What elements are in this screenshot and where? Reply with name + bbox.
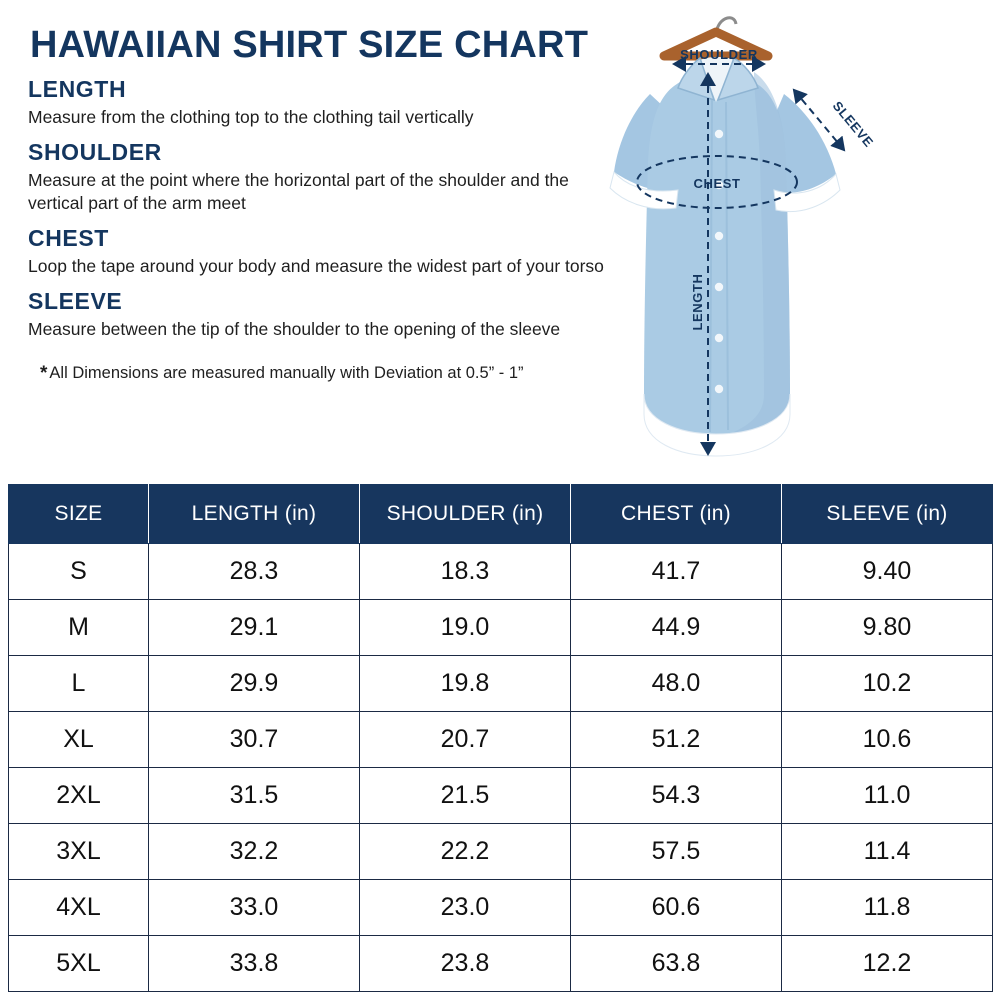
definition-sleeve xyxy=(28,288,628,341)
label-shoulder: SHOULDER xyxy=(680,47,758,62)
table-row xyxy=(9,544,993,600)
cell-sleeve: 12.2 xyxy=(782,936,993,992)
definition-length xyxy=(28,76,628,129)
table-row xyxy=(9,880,993,936)
cell-size: S xyxy=(9,544,149,600)
definition-description: Measure at the point where the horizontal part of the shoulder and the vertical part of the arm meet xyxy=(28,169,569,214)
label-chest: CHEST xyxy=(693,176,741,191)
info-section xyxy=(0,0,1000,482)
definition-description: Measure between the tip of the shoulder to the opening of the sleeve xyxy=(28,319,561,340)
cell-sleeve: 11.8 xyxy=(782,880,993,936)
cell-length: 30.7 xyxy=(149,712,360,768)
asterisk-icon: * xyxy=(40,363,48,385)
label-length: LENGTH xyxy=(690,273,705,331)
table-row xyxy=(9,768,993,824)
cell-chest: 60.6 xyxy=(571,880,782,936)
cell-length: 33.0 xyxy=(149,880,360,936)
definition-shoulder xyxy=(28,139,628,215)
cell-chest: 54.3 xyxy=(571,768,782,824)
cell-length: 28.3 xyxy=(149,544,360,600)
table-row xyxy=(9,712,993,768)
deviation-note-text: All Dimensions are measured manually with Deviation at 0.5” - 1” xyxy=(49,364,524,383)
cell-sleeve: 11.4 xyxy=(782,824,993,880)
label-sleeve: SLEEVE xyxy=(829,98,877,150)
shirt-body xyxy=(610,57,840,456)
cell-shoulder: 20.7 xyxy=(360,712,571,768)
column-header-length: LENGTH (in) xyxy=(149,485,360,544)
definition-term: LENGTH xyxy=(28,75,127,102)
shirt-illustration xyxy=(604,2,994,480)
cell-shoulder: 19.0 xyxy=(360,600,571,656)
cell-length: 29.9 xyxy=(149,656,360,712)
definition-term: CHEST xyxy=(28,225,109,252)
cell-sleeve: 9.40 xyxy=(782,544,993,600)
size-table xyxy=(8,484,993,992)
cell-sleeve: 11.0 xyxy=(782,768,993,824)
table-row xyxy=(9,936,993,992)
cell-shoulder: 18.3 xyxy=(360,544,571,600)
cell-shoulder: 21.5 xyxy=(360,768,571,824)
table-row xyxy=(9,600,993,656)
cell-shoulder: 19.8 xyxy=(360,656,571,712)
cell-chest: 41.7 xyxy=(571,544,782,600)
table-row xyxy=(9,824,993,880)
cell-size: XL xyxy=(9,712,149,768)
definition-description: Loop the tape around your body and measure the widest part of your torso xyxy=(28,256,604,277)
cell-size: 4XL xyxy=(9,880,149,936)
table-row xyxy=(9,656,993,712)
cell-size: 3XL xyxy=(9,824,149,880)
column-header-shoulder: SHOULDER (in) xyxy=(360,485,571,544)
cell-chest: 57.5 xyxy=(571,824,782,880)
table-header-row xyxy=(9,485,993,544)
cell-length: 33.8 xyxy=(149,936,360,992)
definition-description: Measure from the clothing top to the clothing tail vertically xyxy=(28,106,474,127)
cell-size: M xyxy=(9,600,149,656)
cell-chest: 48.0 xyxy=(571,656,782,712)
size-table-container xyxy=(8,484,992,992)
cell-sleeve: 9.80 xyxy=(782,600,993,656)
cell-size: 2XL xyxy=(9,768,149,824)
page-title: HAWAIIAN SHIRT SIZE CHART xyxy=(30,24,589,66)
definition-chest xyxy=(28,225,628,278)
cell-size: L xyxy=(9,656,149,712)
cell-shoulder: 23.8 xyxy=(360,936,571,992)
cell-chest: 44.9 xyxy=(571,600,782,656)
cell-sleeve: 10.2 xyxy=(782,656,993,712)
column-header-sleeve: SLEEVE (in) xyxy=(782,485,993,544)
column-header-size: SIZE xyxy=(9,485,149,544)
definitions-list xyxy=(28,76,628,341)
cell-length: 31.5 xyxy=(149,768,360,824)
cell-chest: 51.2 xyxy=(571,712,782,768)
cell-length: 29.1 xyxy=(149,600,360,656)
column-header-chest: CHEST (in) xyxy=(571,485,782,544)
cell-shoulder: 22.2 xyxy=(360,824,571,880)
cell-sleeve: 10.6 xyxy=(782,712,993,768)
cell-length: 32.2 xyxy=(149,824,360,880)
definition-term: SLEEVE xyxy=(28,288,123,315)
cell-chest: 63.8 xyxy=(571,936,782,992)
cell-shoulder: 23.0 xyxy=(360,880,571,936)
definition-term: SHOULDER xyxy=(28,138,162,165)
cell-size: 5XL xyxy=(9,936,149,992)
